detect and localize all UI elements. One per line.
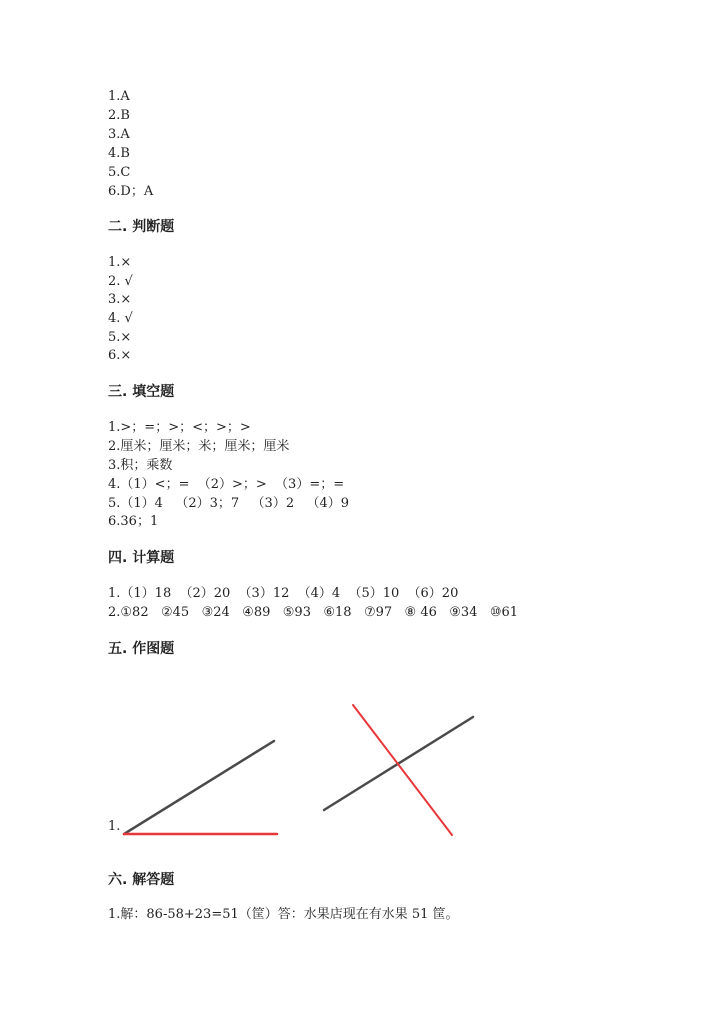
choice-answer-1: 1.A <box>108 89 130 104</box>
fill-blank-answer-4: 4.（1）<；= （2）>；> （3）=；= <box>108 477 345 492</box>
judgement-answer-3: 3.× <box>108 292 132 307</box>
section-heading-fill-blank: 三. 填空题 <box>108 384 175 400</box>
judgement-answer-4: 4. √ <box>108 311 133 326</box>
fill-blank-answer-5: 5.（1）4 （2）3；7 （3）2 （4）9 <box>108 496 350 511</box>
perpendicular-line <box>353 705 452 835</box>
fill-blank-answer-6: 6.36；1 <box>108 514 159 529</box>
judgement-answer-1: 1.× <box>108 255 132 270</box>
section-heading-word-problem: 六. 解答题 <box>108 872 175 888</box>
judgement-answer-2: 2. √ <box>108 274 133 289</box>
fill-blank-answer-3: 3.积；乘数 <box>108 458 173 473</box>
judgement-answer-5: 5.× <box>108 330 132 345</box>
choice-answer-2: 2.B <box>108 108 130 123</box>
section-heading-judgement: 二. 判断题 <box>108 219 175 235</box>
judgement-answer-6: 6.× <box>108 348 132 363</box>
section-heading-calculation: 四. 计算题 <box>108 550 175 566</box>
choice-answer-6: 6.D；A <box>108 184 154 199</box>
section-heading-drawing: 五. 作图题 <box>108 641 175 657</box>
choice-answer-4: 4.B <box>108 146 130 161</box>
calculation-answer-1: 1.（1）18 （2）20 （3）12 （4）4 （5）10 （6）20 <box>108 586 459 601</box>
fill-blank-answer-1: 1.>；=；>；<；>；> <box>108 420 251 435</box>
word-problem-answer-1: 1.解：86-58+23=51（筐）答：水果店现在有水果 51 筐。 <box>108 907 459 922</box>
calculation-answer-2: 2.①82 ②45 ③24 ④89 ⑤93 ⑥18 ⑦97 ⑧ 46 ⑨34 ⑩61 <box>108 605 519 620</box>
choice-answer-5: 5.C <box>108 165 131 180</box>
fill-blank-answer-2: 2.厘米；厘米；米；厘米；厘米 <box>108 439 290 454</box>
angle-ray-upper <box>124 741 274 834</box>
figure-label-1: 1. <box>108 819 121 834</box>
choice-answer-3: 3.A <box>108 127 130 142</box>
